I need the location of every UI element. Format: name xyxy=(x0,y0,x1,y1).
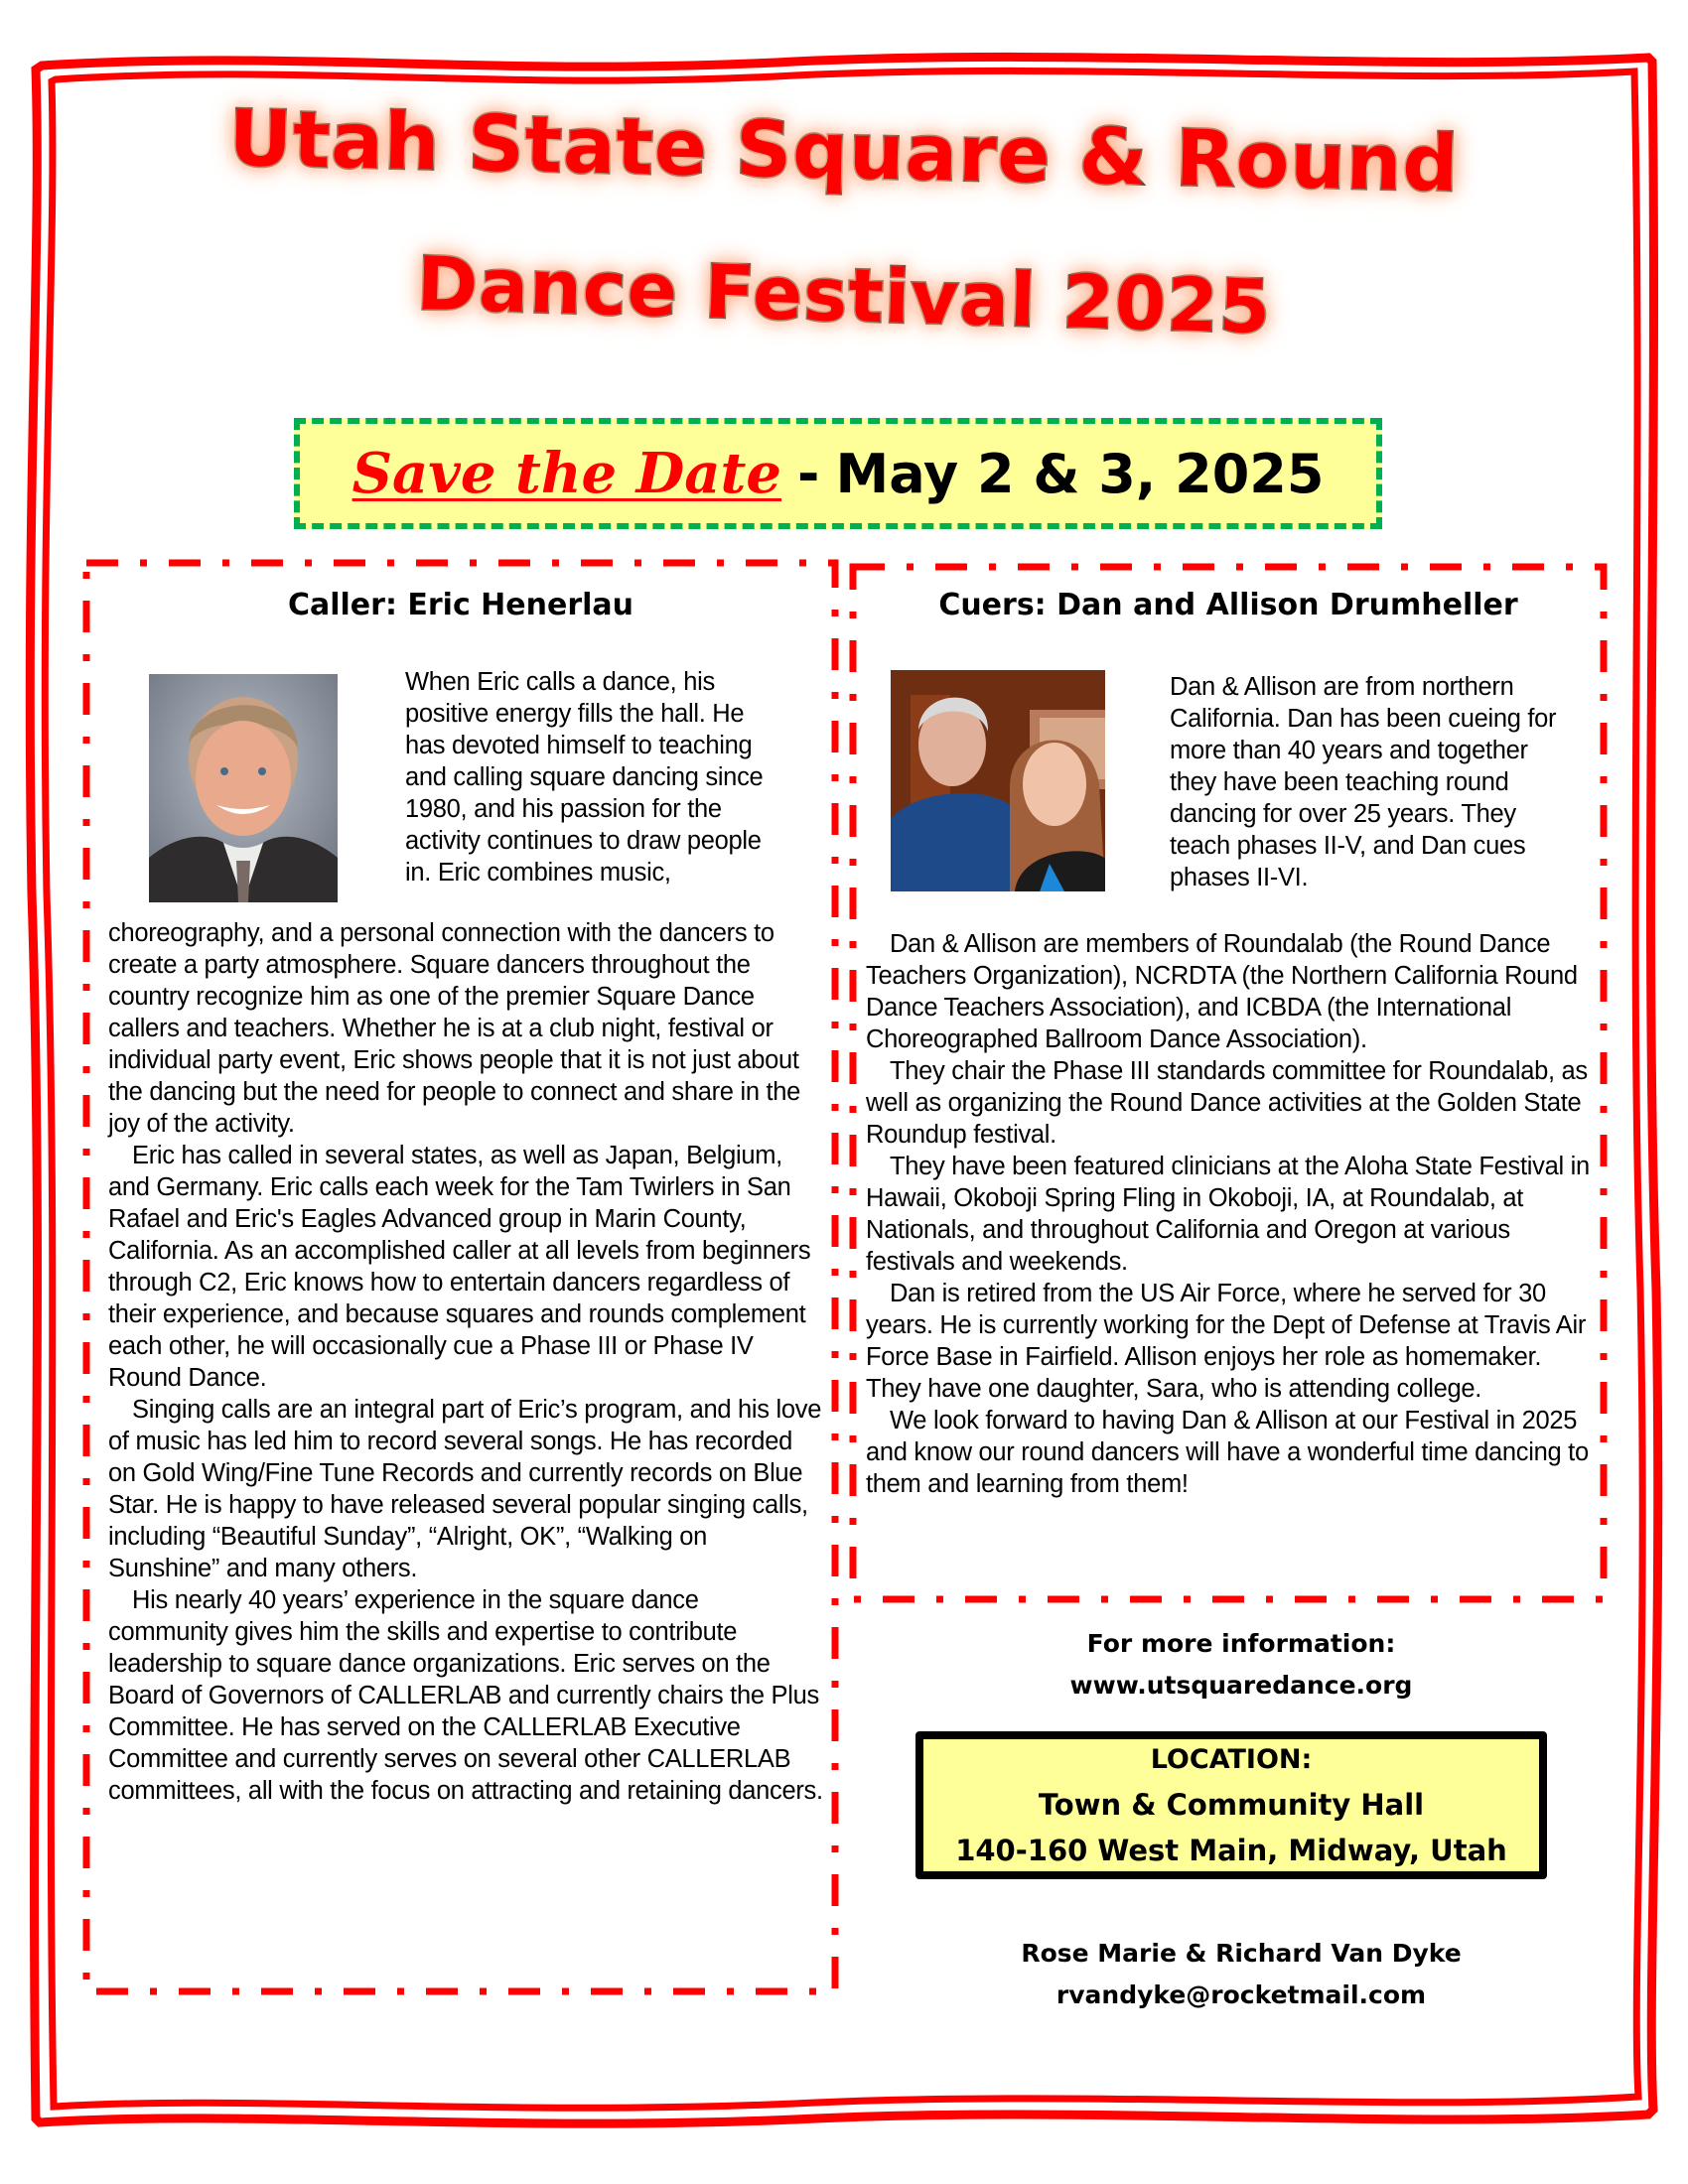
festival-title-line-2: Dance Festival 2025 xyxy=(415,241,1273,350)
cuers-couple-image xyxy=(891,670,1105,891)
caller-intro-text: When Eric calls a dance, his positive energy fills the hall. He has devoted himself to teaching and calling square dancing since 1980, and his passion for the activity continues to draw people in. Eric combines music, xyxy=(405,668,764,887)
caller-photo xyxy=(149,674,338,902)
caller-heading: Caller: Eric Henerlau xyxy=(287,588,634,622)
cuers-bio xyxy=(866,928,1596,1500)
cuers-intro-text: Dan & Allison are from northern California. Dan has been cueing for more than 40 years and together they have been teaching round dancing for over 25 years. They teach phases II-V, and Dan cues phases II-VI. xyxy=(1170,673,1557,891)
cuers-bio-paragraph: They chair the Phase III standards committee for Roundalab, as well as organizing the Round Dance activities at the Golden State Roundup festival. xyxy=(866,1057,1588,1149)
cuers-heading: Cuers: Dan and Allison Drumheller xyxy=(938,588,1518,622)
website-link[interactable]: www.utsquaredance.org xyxy=(1069,1671,1413,1700)
contact-email[interactable]: rvandyke@rocketmail.com xyxy=(1055,1980,1427,2009)
caller-bio-paragraph: Eric has called in several states, as well as Japan, Belgium, and Germany. Eric calls each week for the Tam Twirlers in San Rafael and Eric's Eagles Advanced group in Marin County, California. As an accomplished caller at all levels from beginners through C2, Eric knows how to entertain dancers regardless of their experience, and because squares and rounds complement each other, he will occasionally cue a Phase III or Phase IV Round Dance. xyxy=(108,1142,811,1392)
caller-bio xyxy=(108,917,823,1807)
caller-bio-paragraph: Singing calls are an integral part of Eric’s program, and his love of music has led him to record several songs. He has recorded on Gold Wing/Fine Tune Records and currently records on Blue Star. He is happy to have released several popular singing calls, including “Beautiful Sunday”, “Alright, OK”, “Walking on Sunshine” and many others. xyxy=(108,1396,822,1582)
contact-name: Rose Marie & Richard Van Dyke xyxy=(1021,1939,1462,1968)
event-date: May 2 & 3, 2025 xyxy=(835,442,1325,505)
save-the-date-separator: - xyxy=(797,442,820,505)
location-venue: Town & Community Hall xyxy=(1038,1787,1425,1822)
festival-title-line-1: Utah State Square & Round xyxy=(227,94,1461,209)
caller-bio-paragraph: His nearly 40 years’ experience in the square dance community gives him the skills and expertise to contribute leadership to square dance organizations. Eric serves on the Board of Governors of CALLERLAB and currently chairs the Plus Committee. He has served on the CALLERLAB Executive Committee and currently serves on several other CALLERLAB committees, all with the focus on attracting and retaining dancers. xyxy=(108,1586,823,1805)
cuers-bio-paragraph: They have been featured clinicians at the Aloha State Festival in Hawaii, Okoboji Spring Fling in Okoboji, IA, at Roundalab, at Nationals, and throughout California and Oregon at various festivals and weekends. xyxy=(866,1153,1590,1276)
location-label: LOCATION: xyxy=(1150,1743,1313,1775)
caller-portrait-image xyxy=(149,674,338,902)
cuers-bio-paragraph: Dan is retired from the US Air Force, where he served for 30 years. He is currently working for the Dept of Defense at Travis Air Force Base in Fairfield. Allison enjoys her role as homemaker. They have one daughter, Sara, who is attending college. xyxy=(866,1280,1587,1403)
location-box xyxy=(915,1731,1547,1879)
location-address: 140-160 West Main, Midway, Utah xyxy=(955,1833,1507,1867)
caller-bio-paragraph: choreography, and a personal connection with the dancers to create a party atmosphere. Square dancers throughout the country recognize him as one of the premier Square Dance callers and teachers. Whether he is at a club night, festival or individual party event, Eric shows people that it is not just about the dancing but the need for people to connect and share in the joy of the activity. xyxy=(108,919,801,1138)
save-the-date-banner xyxy=(294,418,1382,529)
save-the-date-label: Save the Date xyxy=(352,441,782,506)
cuers-bio-paragraph: We look forward to having Dan & Allison at our Festival in 2025 and know our round dancers will have a wonderful time dancing to them and learning from them! xyxy=(866,1407,1589,1498)
cuers-bio-paragraph: Dan & Allison are members of Roundalab (the Round Dance Teachers Organization), NCRDTA (the Northern California Round Dance Teachers Association), and ICBDA (the International Choreographed Ballroom Dance Association). xyxy=(866,930,1578,1053)
cuers-photo xyxy=(891,670,1105,891)
more-info-label: For more information: xyxy=(1086,1629,1396,1658)
